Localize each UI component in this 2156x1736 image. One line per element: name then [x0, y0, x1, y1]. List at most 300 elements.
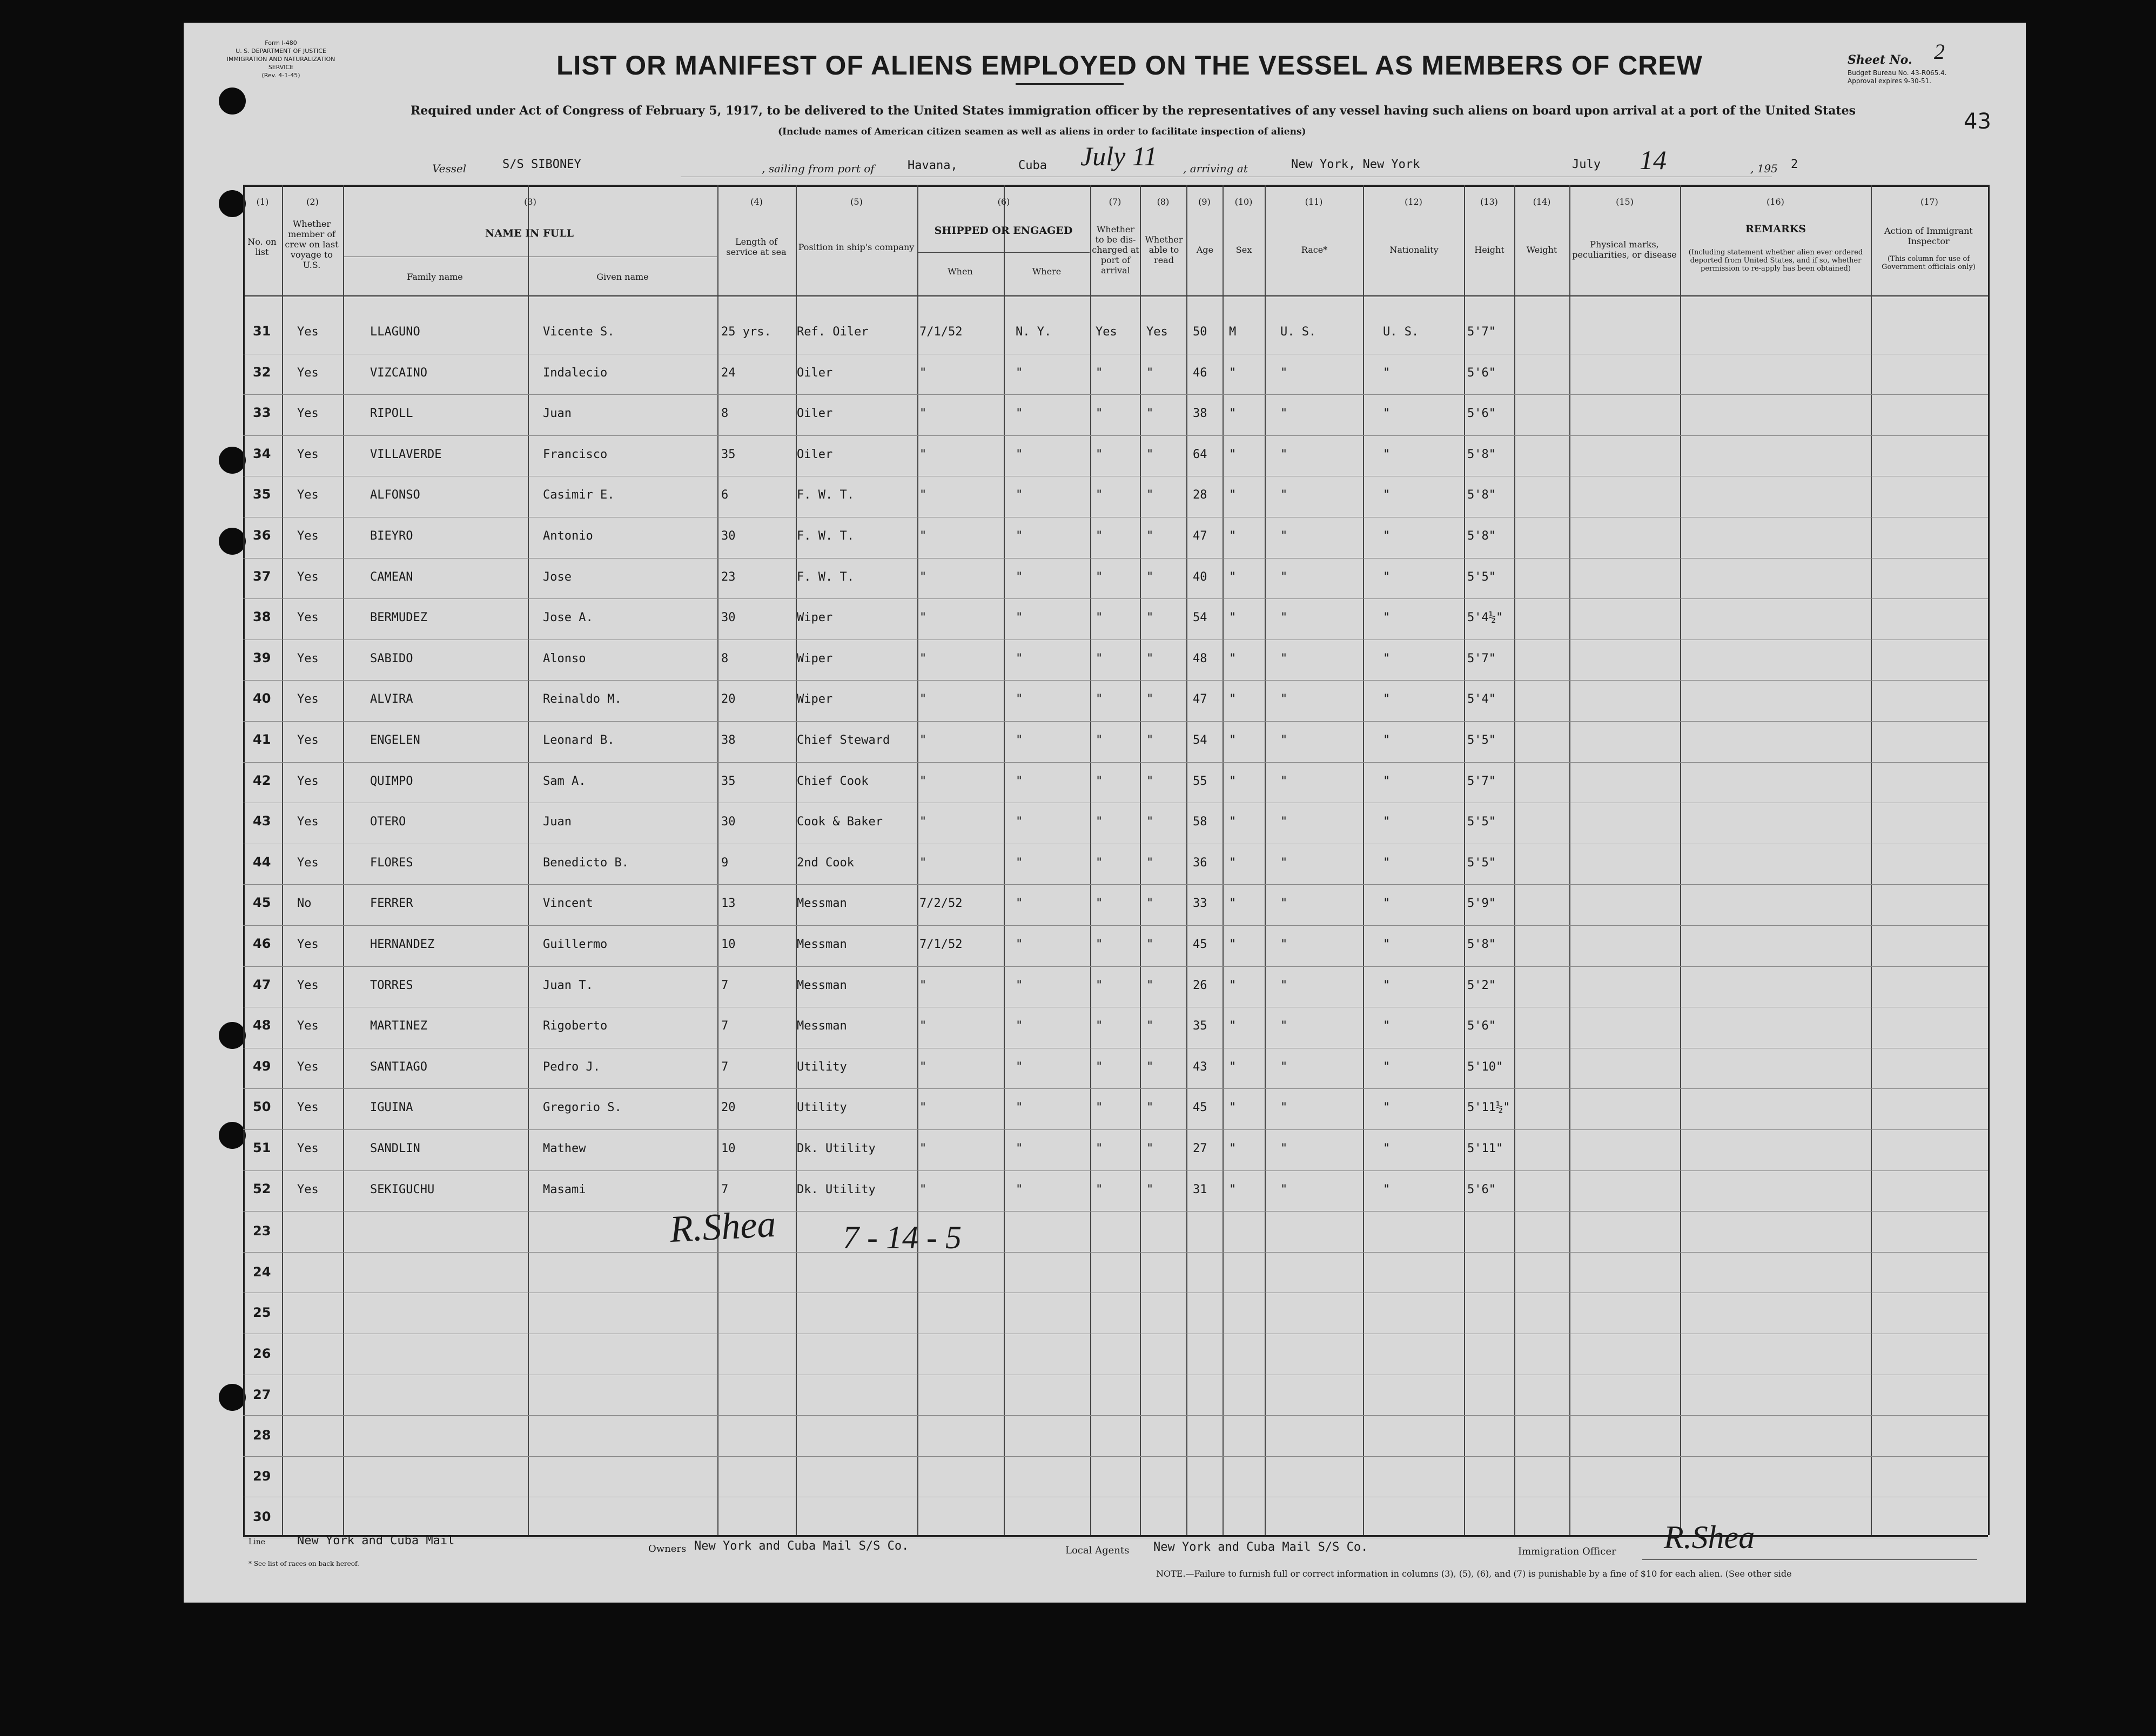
row-shipped-when: 7/2/52	[919, 897, 963, 911]
column-divider	[1988, 185, 1990, 1535]
row-able-to-read: "	[1146, 978, 1154, 992]
row-able-to-read: "	[1146, 407, 1154, 421]
row-shipped-when: "	[919, 488, 927, 502]
row-member: Yes	[297, 1182, 319, 1196]
row-race: "	[1280, 1142, 1288, 1155]
row-shipped-when: "	[919, 1142, 927, 1155]
row-discharged: "	[1096, 529, 1103, 543]
column-number: (11)	[1305, 197, 1323, 207]
row-shipped-where: "	[1016, 570, 1023, 584]
vessel-name: S/S SIBONEY	[502, 158, 581, 171]
col-header-sex: Sex	[1235, 244, 1252, 255]
row-member: Yes	[297, 856, 319, 870]
column-number: (15)	[1616, 197, 1634, 207]
row-age: 38	[1193, 407, 1207, 421]
row-able-to-read: Yes	[1146, 325, 1168, 339]
owners-label: Owners	[648, 1543, 687, 1555]
row-member: Yes	[297, 570, 319, 584]
row-shipped-when: 7/1/52	[919, 325, 963, 339]
column-number: (13)	[1480, 197, 1498, 207]
row-position: Utility	[797, 1101, 847, 1115]
row-age: 54	[1193, 734, 1207, 747]
column-divider	[1186, 185, 1187, 1535]
row-height: 5'4"	[1467, 692, 1496, 706]
row-family-name: ALFONSO	[370, 488, 420, 502]
row-discharged: "	[1096, 978, 1103, 992]
row-age: 27	[1193, 1142, 1207, 1155]
row-family-name: CAMEAN	[370, 570, 413, 584]
row-race: "	[1280, 734, 1288, 747]
row-shipped-when: "	[919, 815, 927, 829]
row-discharged: "	[1096, 1101, 1103, 1115]
row-number: 40	[253, 691, 271, 706]
row-shipped-where: "	[1016, 692, 1023, 706]
row-number: 51	[253, 1140, 271, 1155]
row-discharged: "	[1096, 938, 1103, 951]
row-sex: "	[1229, 1060, 1237, 1074]
row-given-name: Rigoberto	[543, 1019, 608, 1033]
row-race: "	[1280, 488, 1288, 502]
row-position: F. W. T.	[797, 529, 854, 543]
row-nationality: "	[1383, 651, 1391, 665]
officer-label: Immigration Officer	[1518, 1546, 1616, 1557]
row-number: 50	[253, 1099, 271, 1115]
row-divider	[243, 680, 1988, 681]
row-divider	[243, 394, 1988, 395]
column-divider	[1223, 185, 1224, 1535]
row-sex: "	[1229, 856, 1237, 870]
row-nationality: "	[1383, 407, 1391, 421]
row-age: 48	[1193, 651, 1207, 665]
year-prefix: , 195	[1750, 162, 1778, 175]
column-number: (14)	[1533, 197, 1551, 207]
row-shipped-where: "	[1016, 1142, 1023, 1155]
row-height: 5'5"	[1467, 734, 1496, 747]
row-shipped-where: "	[1016, 978, 1023, 992]
row-height: 5'7"	[1467, 651, 1496, 665]
row-given-name: Indalecio	[543, 366, 608, 380]
row-shipped-when: "	[919, 1101, 927, 1115]
row-service: 38	[721, 734, 736, 747]
department: U. S. DEPARTMENT OF JUSTICE	[236, 48, 326, 55]
row-sex: "	[1229, 1182, 1237, 1196]
column-divider	[343, 185, 344, 1535]
row-nationality: "	[1383, 447, 1391, 461]
row-race: "	[1280, 447, 1288, 461]
row-height: 5'5"	[1467, 570, 1496, 584]
row-family-name: ALVIRA	[370, 692, 413, 706]
column-number: (6)	[997, 197, 1010, 207]
row-height: 5'4½"	[1467, 611, 1503, 625]
column-divider	[1140, 185, 1141, 1535]
row-family-name: MARTINEZ	[370, 1019, 427, 1033]
line-value: New York and Cuba Mail	[297, 1534, 455, 1547]
col-header-physical: Physical marks, peculiarities, or disease	[1572, 239, 1677, 260]
row-given-name: Antonio	[543, 529, 593, 543]
row-family-name: QUIMPO	[370, 774, 413, 788]
row-member: Yes	[297, 1101, 319, 1115]
row-divider	[243, 1252, 1988, 1253]
row-family-name: FLORES	[370, 856, 413, 870]
column-divider	[1464, 185, 1465, 1535]
row-discharged: "	[1096, 570, 1103, 584]
col-header-age: Age	[1196, 244, 1214, 255]
row-sex: M	[1229, 325, 1237, 339]
row-given-name: Sam A.	[543, 774, 586, 788]
penalty-note: NOTE.—Failure to furnish full or correct information in columns (3), (5), (6), and (7) is punishable by a fine of $10 for each alien. (See other side	[1156, 1569, 1792, 1579]
row-shipped-when: "	[919, 692, 927, 706]
col-header-weight: Weight	[1526, 244, 1557, 255]
col-header-where: Where	[1032, 266, 1062, 277]
row-nationality: "	[1383, 488, 1391, 502]
row-discharged: Yes	[1096, 325, 1117, 339]
column-divider	[1004, 185, 1005, 1535]
row-height: 5'5"	[1467, 856, 1496, 870]
row-position: Chief Cook	[797, 774, 869, 788]
row-nationality: "	[1383, 366, 1391, 380]
row-discharged: "	[1096, 1060, 1103, 1074]
row-race: "	[1280, 774, 1288, 788]
row-shipped-where: "	[1016, 815, 1023, 829]
row-able-to-read: "	[1146, 611, 1154, 625]
column-number: (3)	[524, 197, 536, 207]
page-title: LIST OR MANIFEST OF ALIENS EMPLOYED ON THE VESSEL AS MEMBERS OF CREW	[556, 50, 1703, 80]
row-member: Yes	[297, 978, 319, 992]
column-number: (5)	[850, 197, 863, 207]
row-divider	[243, 762, 1988, 763]
row-nationality: "	[1383, 978, 1391, 992]
row-race: "	[1280, 692, 1288, 706]
row-member: Yes	[297, 815, 319, 829]
row-able-to-read: "	[1146, 488, 1154, 502]
inspector-initials-signature: R.Shea	[669, 1203, 777, 1251]
row-able-to-read: "	[1146, 1142, 1154, 1155]
row-able-to-read: "	[1146, 815, 1154, 829]
row-divider	[243, 884, 1988, 885]
form-number: Form I-480	[265, 39, 297, 46]
row-age: 28	[1193, 488, 1207, 502]
col-header-family-name: Family name	[407, 271, 463, 282]
column-number: (9)	[1198, 197, 1211, 207]
row-height: 5'8"	[1467, 447, 1496, 461]
row-nationality: "	[1383, 938, 1391, 951]
row-shipped-when: "	[919, 856, 927, 870]
row-nationality: "	[1383, 611, 1391, 625]
row-height: 5'6"	[1467, 407, 1496, 421]
row-divider	[243, 1170, 1988, 1171]
row-position: F. W. T.	[797, 570, 854, 584]
row-service: 35	[721, 774, 736, 788]
row-service: 30	[721, 529, 736, 543]
shipped-subdivider	[918, 252, 1090, 253]
row-race: "	[1280, 938, 1288, 951]
row-age: 33	[1193, 897, 1207, 911]
row-able-to-read: "	[1146, 938, 1154, 951]
row-member: Yes	[297, 366, 319, 380]
row-nationality: "	[1383, 1142, 1391, 1155]
col-header-when: When	[948, 266, 973, 277]
row-able-to-read: "	[1146, 651, 1154, 665]
row-service: 10	[721, 1142, 736, 1155]
budget-number: Budget Bureau No. 43-R065.4.	[1848, 69, 1947, 77]
column-number: (17)	[1920, 197, 1938, 207]
races-note: * See list of races on back hereof.	[248, 1560, 359, 1567]
row-number: 42	[253, 772, 271, 788]
row-age: 47	[1193, 529, 1207, 543]
row-shipped-when: "	[919, 570, 927, 584]
row-number: 28	[253, 1428, 271, 1443]
row-position: Messman	[797, 897, 847, 911]
row-discharged: "	[1096, 897, 1103, 911]
punch-hole	[219, 1022, 246, 1049]
sheet-label: Sheet No.	[1848, 53, 1912, 67]
row-member: Yes	[297, 325, 319, 339]
row-height: 5'7"	[1467, 774, 1496, 788]
row-service: 30	[721, 611, 736, 625]
row-member: Yes	[297, 1060, 319, 1074]
column-divider	[1090, 185, 1091, 1535]
row-nationality: "	[1383, 815, 1391, 829]
col-header-service: Length of service at sea	[726, 237, 787, 257]
row-service: 9	[721, 856, 729, 870]
row-divider	[243, 598, 1988, 599]
row-able-to-read: "	[1146, 692, 1154, 706]
column-number: (7)	[1109, 197, 1121, 207]
row-height: 5'2"	[1467, 978, 1496, 992]
row-shipped-when: "	[919, 774, 927, 788]
row-able-to-read: "	[1146, 447, 1154, 461]
row-shipped-where: "	[1016, 856, 1023, 870]
row-nationality: "	[1383, 897, 1391, 911]
row-member: Yes	[297, 407, 319, 421]
row-divider	[243, 1129, 1988, 1130]
row-family-name: VILLAVERDE	[370, 447, 442, 461]
row-able-to-read: "	[1146, 734, 1154, 747]
row-service: 20	[721, 1101, 736, 1115]
row-sex: "	[1229, 978, 1237, 992]
row-sex: "	[1229, 1142, 1237, 1155]
column-divider	[1871, 185, 1872, 1535]
row-family-name: LLAGUNO	[370, 325, 420, 339]
row-family-name: SANDLIN	[370, 1142, 420, 1155]
row-given-name: Pedro J.	[543, 1060, 600, 1074]
arriving-label: , arriving at	[1183, 162, 1248, 175]
signature-date: 7 - 14 - 5	[843, 1220, 962, 1255]
row-age: 58	[1193, 815, 1207, 829]
col-header-member: Whether member of crew on last voyage to U.S.	[285, 218, 339, 270]
row-number: 26	[253, 1346, 271, 1361]
row-service: 7	[721, 1182, 729, 1196]
agents-label: Local Agents	[1065, 1545, 1130, 1556]
row-number: 44	[253, 854, 271, 870]
row-service: 8	[721, 407, 729, 421]
row-given-name: Benedicto B.	[543, 856, 629, 870]
row-nationality: "	[1383, 1182, 1391, 1196]
row-member: Yes	[297, 611, 319, 625]
row-nationality: "	[1383, 1101, 1391, 1115]
row-number: 38	[253, 609, 271, 625]
row-discharged: "	[1096, 447, 1103, 461]
row-number: 32	[253, 364, 271, 380]
agents-value: New York and Cuba Mail S/S Co.	[1153, 1540, 1368, 1554]
row-divider	[243, 1211, 1988, 1212]
row-given-name: Jose A.	[543, 611, 593, 625]
row-family-name: BERMUDEZ	[370, 611, 427, 625]
column-number: (12)	[1405, 197, 1422, 207]
row-divider	[243, 1415, 1988, 1416]
departure-port: Havana,	[908, 159, 958, 172]
row-given-name: Juan	[543, 815, 572, 829]
officer-signature: R.Shea	[1664, 1519, 1755, 1555]
row-given-name: Gregorio S.	[543, 1101, 622, 1115]
row-position: Messman	[797, 1019, 847, 1033]
row-shipped-where: "	[1016, 447, 1023, 461]
row-position: Chief Steward	[797, 734, 890, 747]
row-divider	[243, 1456, 1988, 1457]
sheet-number: 2	[1934, 39, 1945, 64]
row-number: 45	[253, 895, 271, 911]
row-height: 5'5"	[1467, 815, 1496, 829]
row-race: "	[1280, 1101, 1288, 1115]
row-family-name: OTERO	[370, 815, 406, 829]
row-shipped-where: "	[1016, 611, 1023, 625]
row-service: 30	[721, 815, 736, 829]
row-age: 54	[1193, 611, 1207, 625]
column-divider	[1363, 185, 1364, 1535]
row-nationality: "	[1383, 774, 1391, 788]
col-header-shipped: SHIPPED OR ENGAGED	[934, 224, 1073, 237]
row-height: 5'8"	[1467, 938, 1496, 951]
row-nationality: "	[1383, 529, 1391, 543]
row-able-to-read: "	[1146, 1060, 1154, 1074]
punch-hole	[219, 528, 246, 555]
row-number: 41	[253, 732, 271, 747]
row-shipped-where: "	[1016, 1060, 1023, 1074]
row-able-to-read: "	[1146, 1101, 1154, 1115]
row-given-name: Mathew	[543, 1142, 586, 1155]
row-nationality: "	[1383, 570, 1391, 584]
approval-expiry: Approval expires 9-30-51.	[1848, 77, 1932, 85]
row-given-name: Casimir E.	[543, 488, 615, 502]
year-suffix: 2	[1791, 158, 1798, 171]
row-sex: "	[1229, 611, 1237, 625]
row-shipped-when: "	[919, 366, 927, 380]
col-header-nationality: Nationality	[1389, 244, 1439, 255]
row-number: 48	[253, 1018, 271, 1033]
row-sex: "	[1229, 897, 1237, 911]
column-divider	[1265, 185, 1266, 1535]
row-shipped-where: "	[1016, 407, 1023, 421]
row-discharged: "	[1096, 774, 1103, 788]
row-member: Yes	[297, 529, 319, 543]
row-discharged: "	[1096, 1142, 1103, 1155]
row-service: 24	[721, 366, 736, 380]
punch-hole	[219, 447, 246, 474]
row-shipped-where: "	[1016, 938, 1023, 951]
row-shipped-where: "	[1016, 488, 1023, 502]
row-service: 13	[721, 897, 736, 911]
row-number: 30	[253, 1509, 271, 1525]
row-discharged: "	[1096, 692, 1103, 706]
row-shipped-when: "	[919, 978, 927, 992]
punch-hole	[219, 1122, 246, 1149]
row-shipped-where: "	[1016, 774, 1023, 788]
row-able-to-read: "	[1146, 774, 1154, 788]
arrival-port: New York, New York	[1291, 158, 1420, 171]
row-nationality: U. S.	[1383, 325, 1419, 339]
row-position: Dk. Utility	[797, 1182, 876, 1196]
row-position: Wiper	[797, 651, 833, 665]
officer-signature-line	[1642, 1559, 1977, 1560]
vessel-label: Vessel	[432, 162, 467, 175]
row-shipped-where: "	[1016, 1182, 1023, 1196]
column-divider	[243, 185, 245, 1535]
row-service: 23	[721, 570, 736, 584]
row-member: Yes	[297, 488, 319, 502]
row-member: Yes	[297, 1019, 319, 1033]
row-service: 25 yrs.	[721, 325, 771, 339]
row-position: Oiler	[797, 366, 833, 380]
row-given-name: Vicente S.	[543, 325, 615, 339]
arrival-day: 14	[1640, 145, 1667, 175]
row-able-to-read: "	[1146, 1019, 1154, 1033]
row-family-name: ENGELEN	[370, 734, 420, 747]
stamp-number: 43	[1964, 109, 1991, 134]
column-number: (1)	[256, 197, 269, 207]
row-number: 43	[253, 813, 271, 829]
row-number: 34	[253, 446, 271, 461]
row-race: "	[1280, 1060, 1288, 1074]
header-bottom-rule	[243, 295, 1988, 297]
revision: (Rev. 4-1-45)	[261, 72, 300, 79]
row-number: 33	[253, 405, 271, 421]
row-sex: "	[1229, 774, 1237, 788]
punch-hole	[219, 1384, 246, 1411]
row-given-name: Francisco	[543, 447, 608, 461]
col-header-height: Height	[1474, 244, 1505, 255]
row-given-name: Reinaldo M.	[543, 692, 622, 706]
column-divider	[1569, 185, 1570, 1535]
row-given-name: Jose	[543, 570, 572, 584]
row-family-name: BIEYRO	[370, 529, 413, 543]
row-position: F. W. T.	[797, 488, 854, 502]
row-family-name: TORRES	[370, 978, 413, 992]
row-sex: "	[1229, 488, 1237, 502]
column-divider	[528, 185, 529, 1535]
row-able-to-read: "	[1146, 366, 1154, 380]
row-height: 5'6"	[1467, 366, 1496, 380]
column-divider	[1680, 185, 1681, 1535]
row-divider	[243, 435, 1988, 436]
row-height: 5'9"	[1467, 897, 1496, 911]
row-able-to-read: "	[1146, 1182, 1154, 1196]
row-family-name: HERNANDEZ	[370, 938, 435, 951]
row-race: "	[1280, 366, 1288, 380]
row-sex: "	[1229, 938, 1237, 951]
row-sex: "	[1229, 734, 1237, 747]
row-number: 52	[253, 1181, 271, 1196]
table-top-rule	[243, 185, 1988, 187]
row-height: 5'10"	[1467, 1060, 1503, 1074]
row-family-name: VIZCAINO	[370, 366, 427, 380]
row-position: Oiler	[797, 407, 833, 421]
row-family-name: SABIDO	[370, 651, 413, 665]
row-race: "	[1280, 1182, 1288, 1196]
row-age: 64	[1193, 447, 1207, 461]
owners-value: New York and Cuba Mail S/S Co.	[694, 1539, 909, 1553]
row-family-name: SEKIGUCHU	[370, 1182, 435, 1196]
row-service: 7	[721, 1019, 729, 1033]
